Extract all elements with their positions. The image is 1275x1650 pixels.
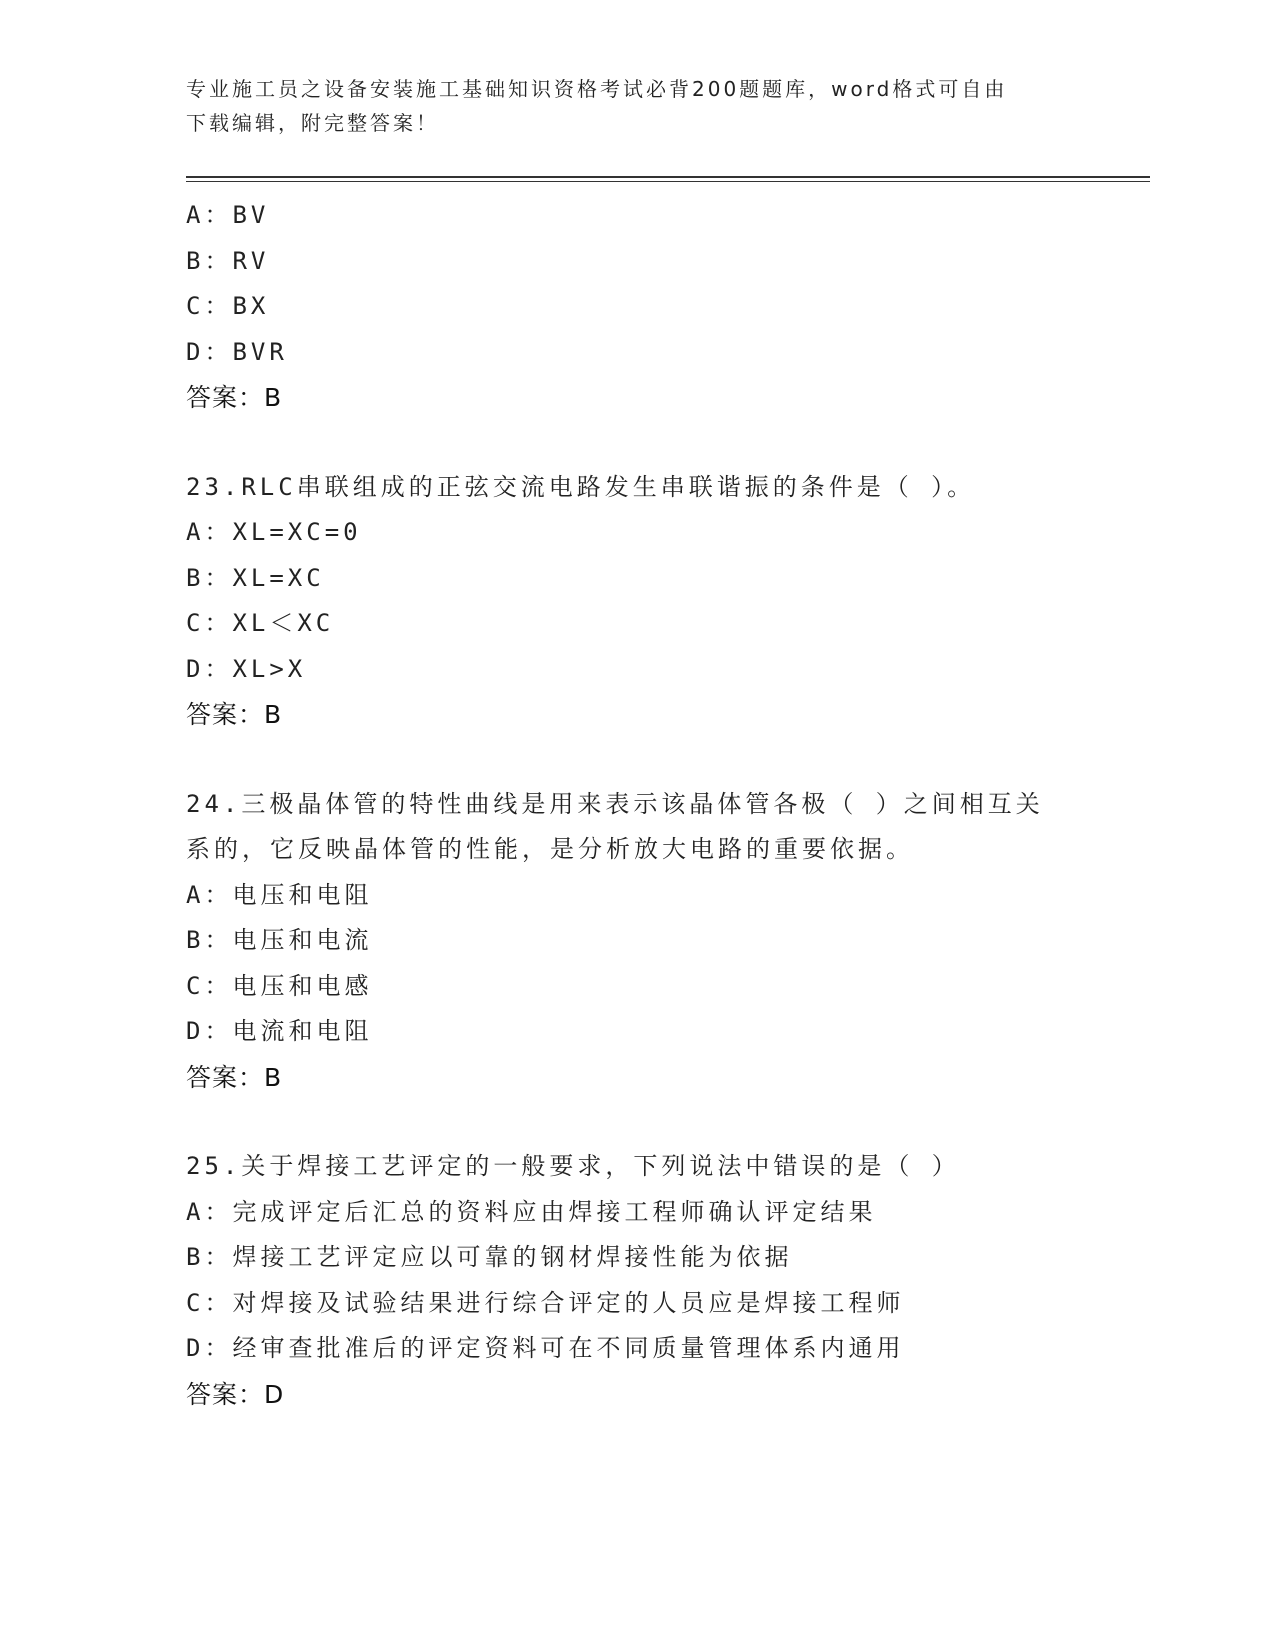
answer: 答案：B: [186, 700, 283, 729]
header-divider-thin: [186, 181, 1150, 182]
option-d: D：XL>X: [186, 654, 307, 683]
option-b: B：焊接工艺评定应以可靠的钢材焊接性能为依据: [186, 1243, 793, 1271]
option-d: D：电流和电阻: [186, 1017, 373, 1045]
option-d: D：BVR: [186, 337, 288, 366]
question-spacer: [186, 421, 1146, 465]
question-text: 25.关于焊接工艺评定的一般要求，下列说法中错误的是（ ）: [186, 1152, 960, 1180]
option-c: C：对焊接及试验结果进行综合评定的人员应是焊接工程师: [186, 1288, 905, 1317]
answer: 答案：B: [186, 383, 283, 412]
answer: 答案：D: [186, 1379, 285, 1409]
question-list: [186, 193, 1146, 1417]
option-b: B：XL=XC: [186, 563, 325, 592]
header-divider-thick: [186, 176, 1150, 178]
question-22-block: [186, 193, 1146, 421]
option-b: B：RV: [186, 246, 270, 275]
question-text-line-1: 24.三极晶体管的特性曲线是用来表示该晶体管各极（ ）之间相互关: [186, 789, 1044, 818]
option-a: A：BV: [186, 201, 270, 229]
option-b: B：电压和电流: [186, 926, 373, 954]
option-a: A：XL=XC=0: [186, 518, 362, 546]
answer: 答案：B: [186, 1062, 283, 1092]
header-line-1: 专业施工员之设备安装施工基础知识资格考试必背200题题库，word格式可自由: [186, 77, 1008, 101]
question-text-line-2: 系的，它反映晶体管的性能，是分析放大电路的重要依据。: [186, 835, 914, 863]
question-text: 23.RLC串联组成的正弦交流电路发生串联谐振的条件是（ ）。: [186, 472, 976, 501]
question-25-block: [186, 1144, 1146, 1417]
option-a: A：完成评定后汇总的资料应由焊接工程师确认评定结果: [186, 1197, 877, 1226]
option-c: C：XL＜XC: [186, 609, 335, 637]
option-d: D：经审查批准后的评定资料可在不同质量管理体系内通用: [186, 1334, 905, 1362]
question-spacer: [186, 1100, 1146, 1144]
document-header: [186, 72, 1076, 140]
question-24-block: [186, 782, 1146, 1101]
question-spacer: [186, 738, 1146, 782]
option-c: C：BX: [186, 292, 270, 320]
option-a: A：电压和电阻: [186, 880, 373, 909]
question-23-block: [186, 465, 1146, 738]
option-c: C：电压和电感: [186, 971, 373, 1000]
header-line-2: 下载编辑，附完整答案！: [186, 111, 439, 135]
